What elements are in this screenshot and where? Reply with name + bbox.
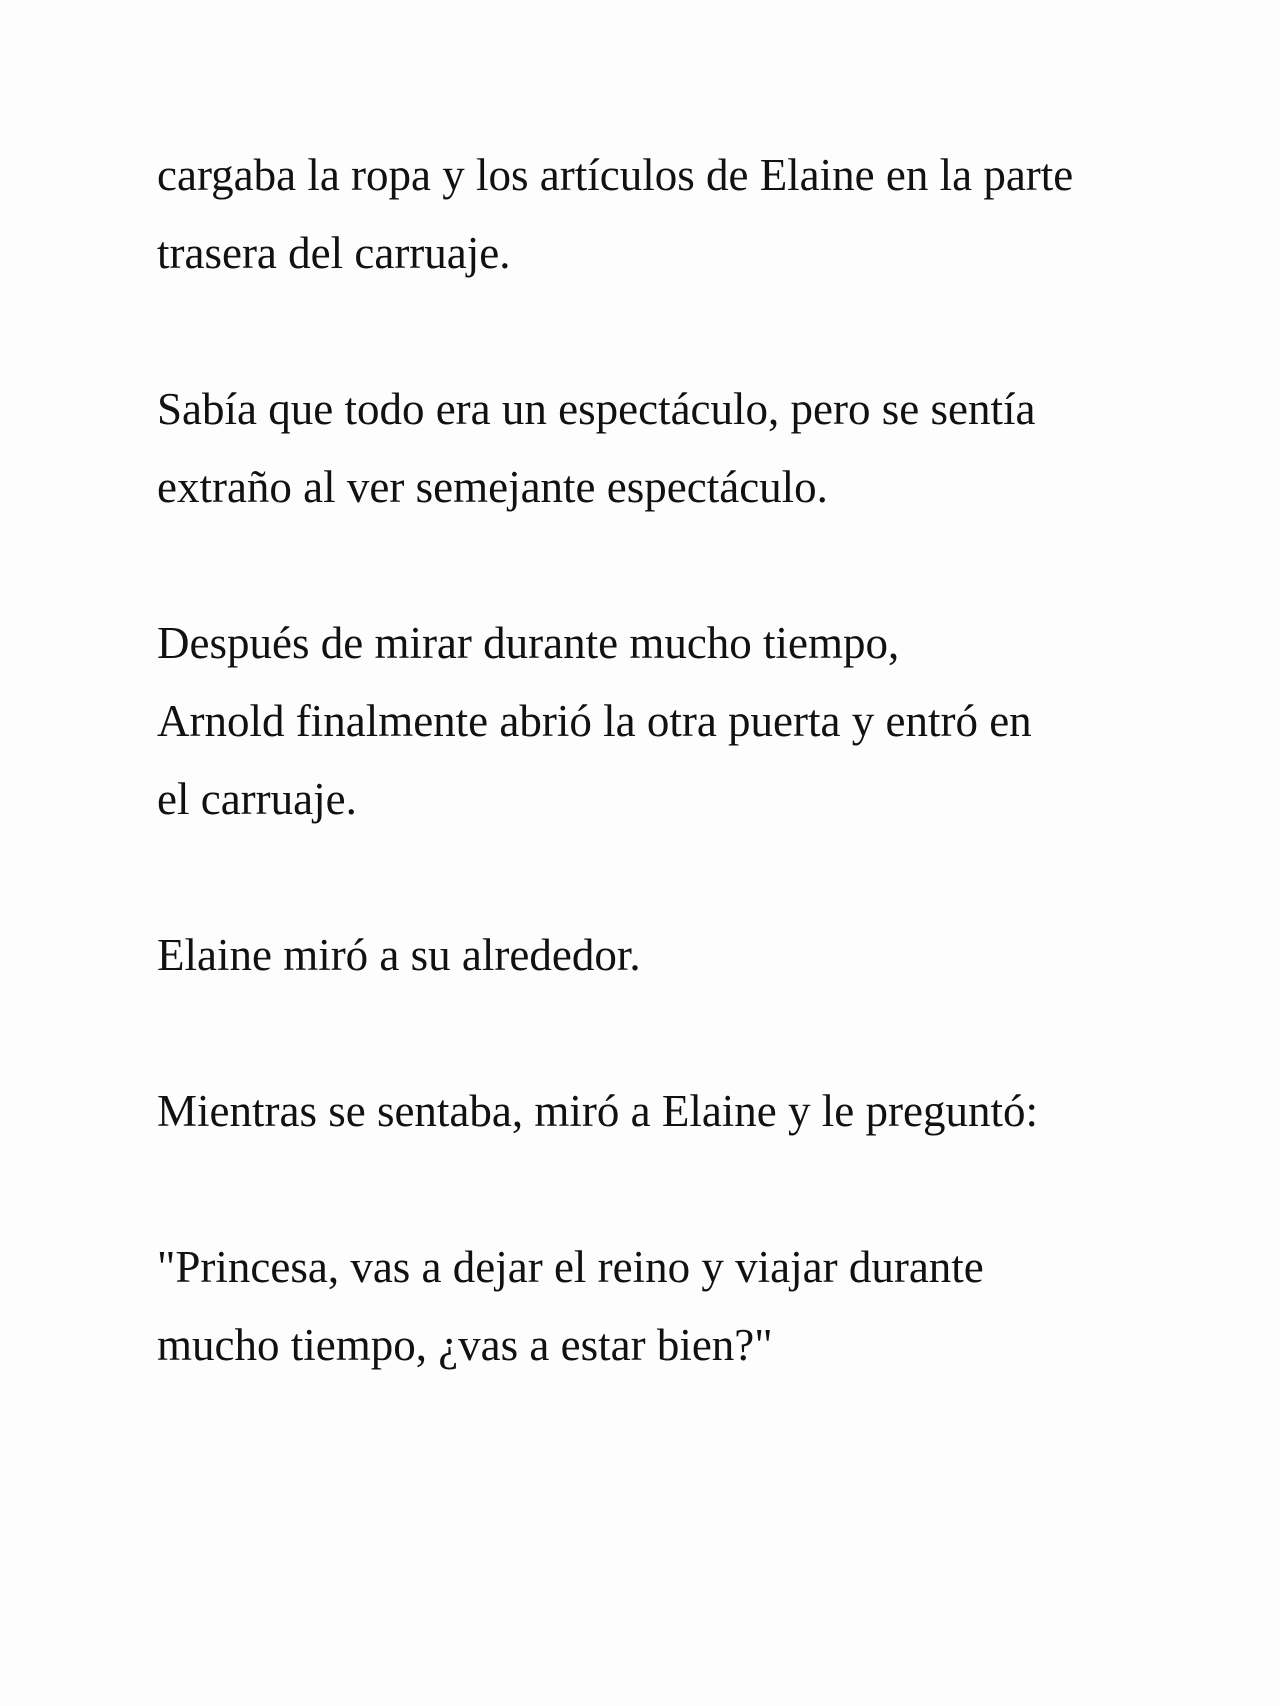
- paragraph: [157, 136, 1157, 292]
- text-line: Mientras se sentaba, miró a Elaine y le preguntó:: [157, 1086, 1038, 1136]
- paragraph: [157, 604, 1157, 838]
- paragraph: [157, 1072, 1157, 1150]
- text-line: Elaine miró a su alrededor.: [157, 930, 641, 980]
- paragraph: [157, 1228, 1157, 1384]
- text-line: mucho tiempo, ¿vas a estar bien?": [157, 1320, 773, 1370]
- text-line: cargaba la ropa y los artículos de Elaine en la parte: [157, 150, 1074, 200]
- story-text: [157, 136, 1157, 1462]
- paragraph: [157, 916, 1157, 994]
- text-line: Sabía que todo era un espectáculo, pero se sentía: [157, 384, 1036, 434]
- text-line: "Princesa, vas a dejar el reino y viajar durante: [157, 1242, 984, 1292]
- text-line: Arnold finalmente abrió la otra puerta y entró en: [157, 696, 1032, 746]
- text-line: trasera del carruaje.: [157, 228, 511, 278]
- text-line: el carruaje.: [157, 774, 357, 824]
- paragraph: [157, 370, 1157, 526]
- text-line: extraño al ver semejante espectáculo.: [157, 462, 828, 512]
- text-line: Después de mirar durante mucho tiempo,: [157, 618, 900, 668]
